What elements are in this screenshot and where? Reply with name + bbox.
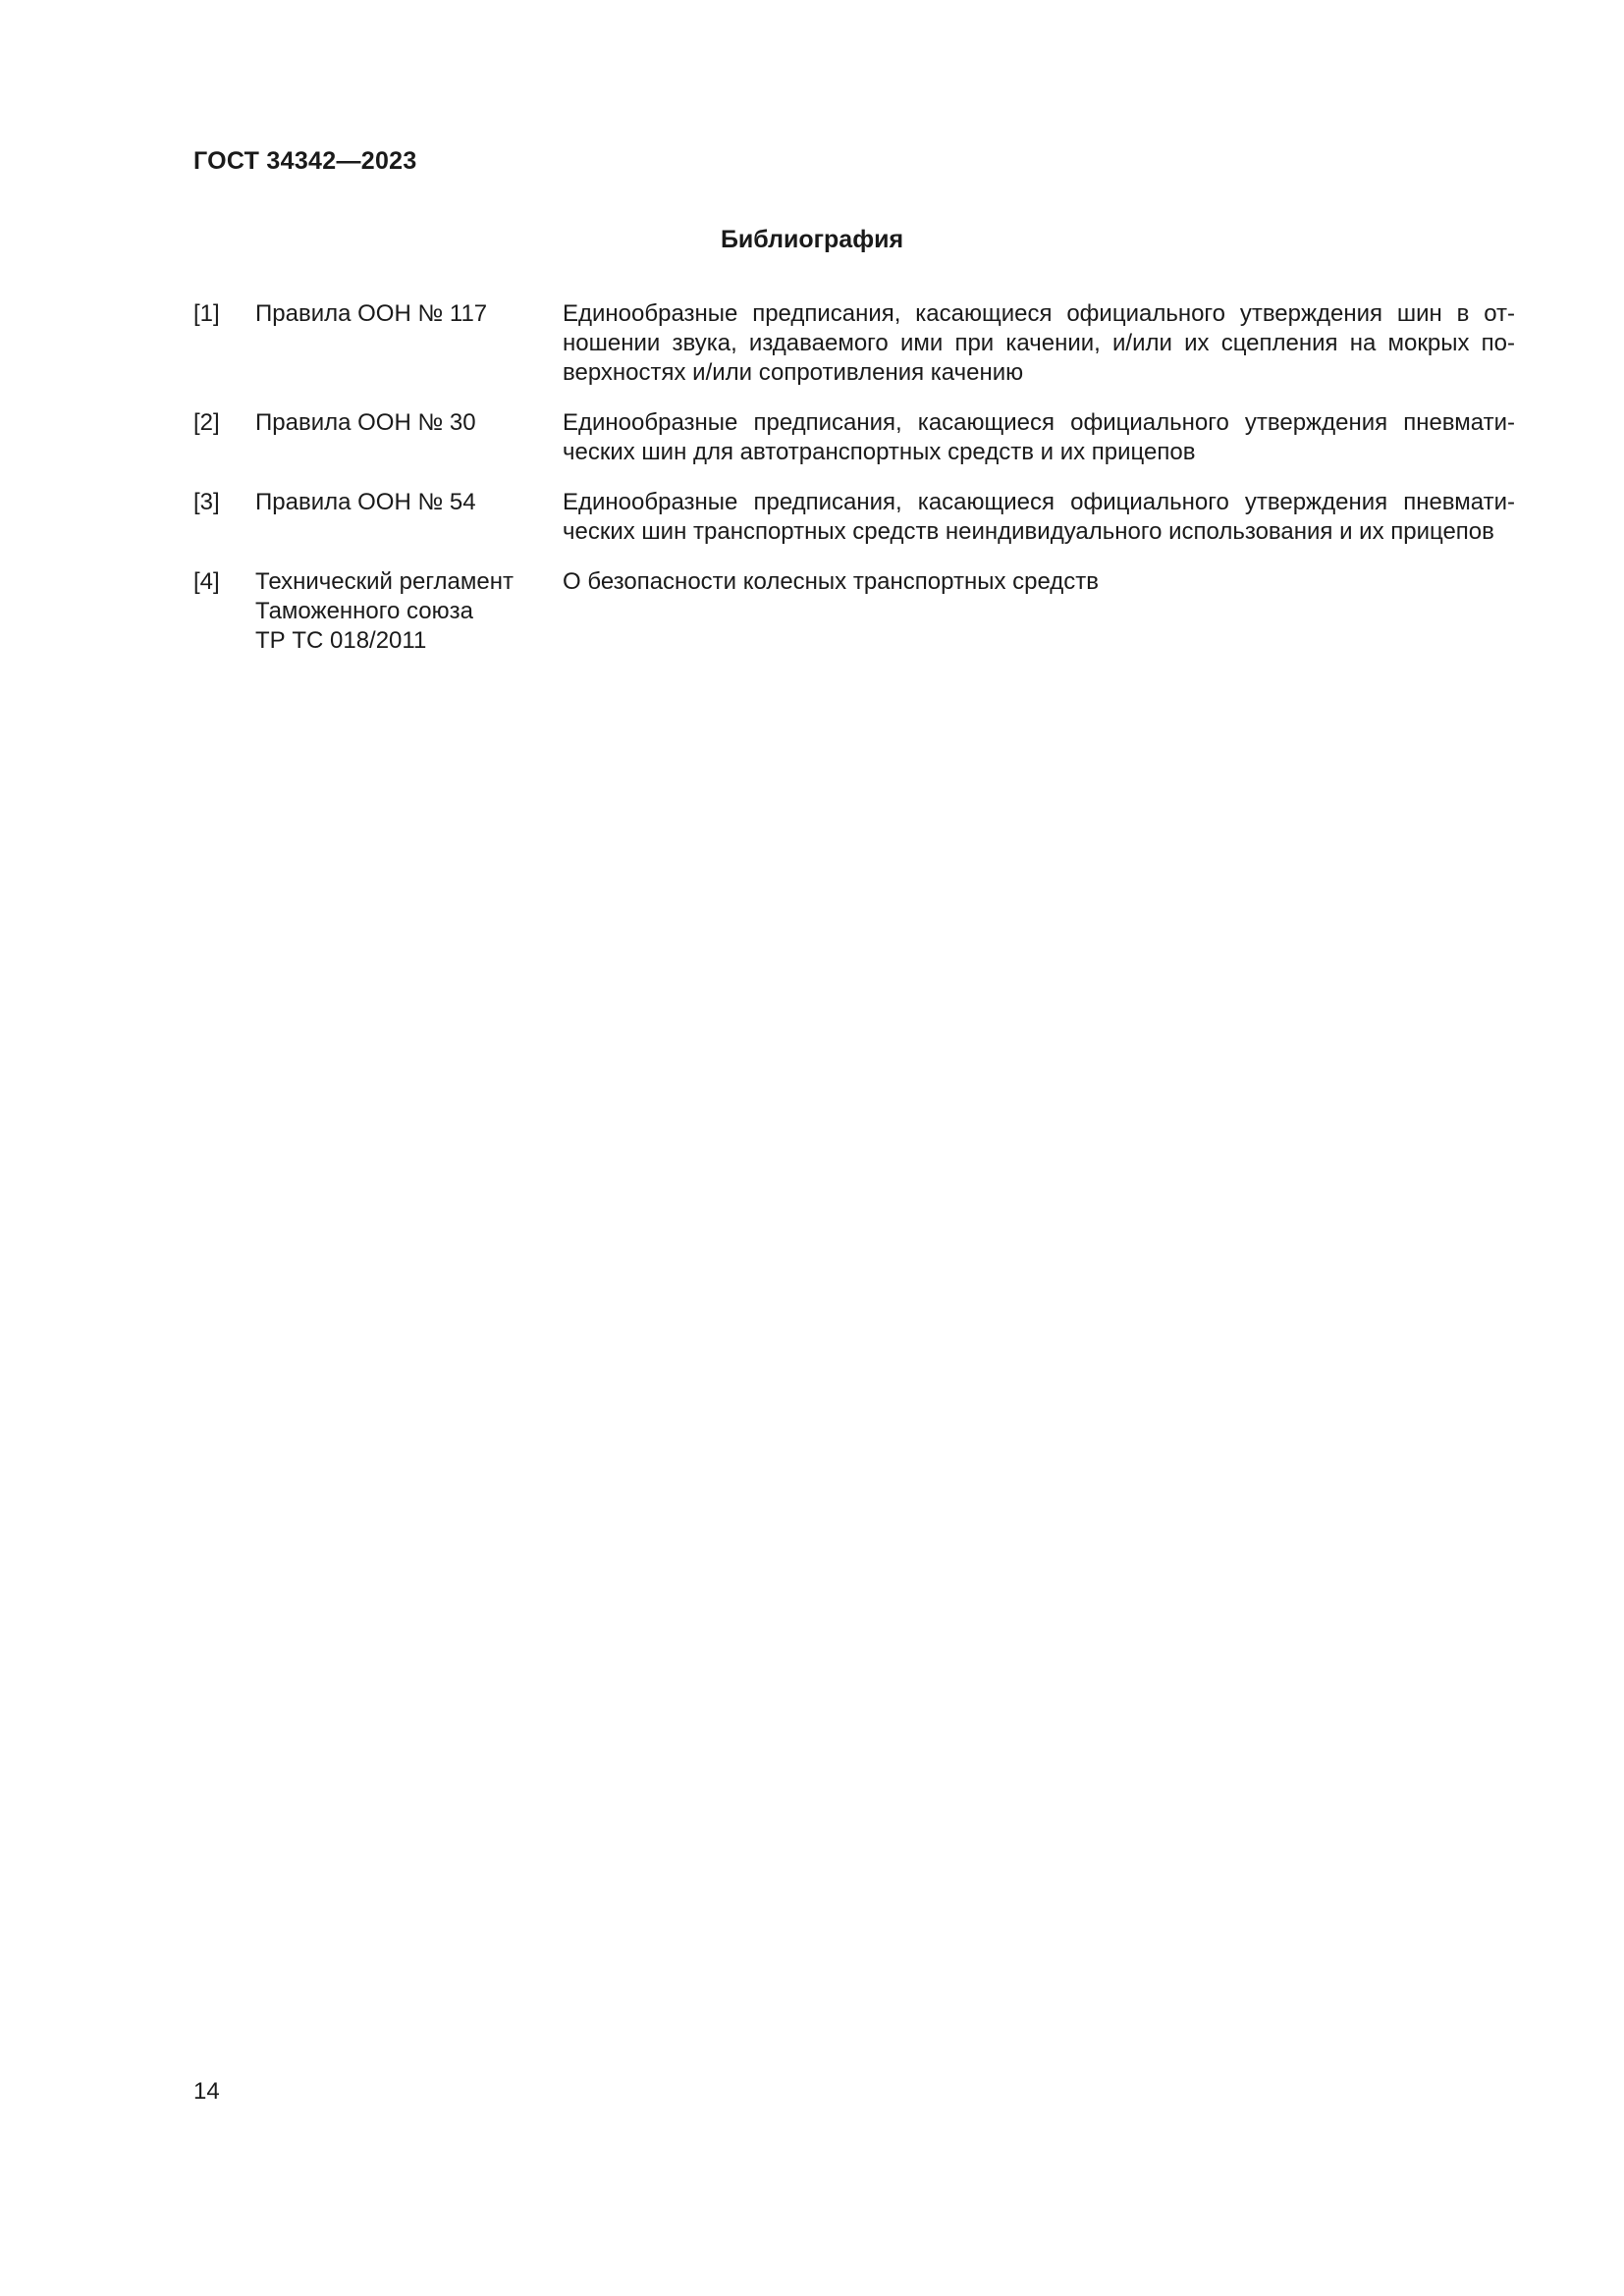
- bibliography-entry: [193, 488, 1515, 547]
- entry-source: [255, 567, 563, 656]
- entry-source-line: ТР ТС 018/2011: [255, 627, 427, 654]
- entry-description: Единообразные предписания, касающиеся официального утверждения пневматических шин для автотранспортных средств и их прицепов: [563, 409, 1515, 465]
- bibliography-entry: [193, 408, 1515, 467]
- entry-source-line: Правила ООН № 117: [255, 300, 488, 327]
- document-code: ГОСТ 34342—2023: [193, 147, 417, 175]
- page-number: 14: [193, 2078, 220, 2105]
- entry-source: [255, 488, 563, 547]
- entry-description: О безопасности колесных транспортных средств: [563, 568, 1100, 595]
- entry-source-line: Правила ООН № 30: [255, 409, 476, 436]
- entry-source-line: Правила ООН № 54: [255, 489, 476, 515]
- section-title: Библиография: [720, 226, 904, 253]
- bibliography-entry: [193, 299, 1515, 388]
- bibliography-list: [193, 299, 1515, 676]
- entry-number: [3]: [193, 489, 220, 515]
- entry-number: [2]: [193, 409, 220, 436]
- entry-number: [1]: [193, 300, 220, 327]
- entry-source-line: Технический регламент: [255, 568, 514, 595]
- entry-source: [255, 299, 563, 388]
- entry-source-line: Таможенного союза: [255, 598, 473, 624]
- entry-source: [255, 408, 563, 467]
- entry-number: [4]: [193, 568, 220, 595]
- entry-description: Единообразные предписания, касающиеся официального утверждения пневматических шин транспортных средств неиндивидуального использования и их прицепов: [563, 489, 1515, 545]
- bibliography-entry: [193, 567, 1515, 656]
- entry-description: Единообразные предписания, касающиеся официального утверждения шин в отношении звука, издаваемого ими при качении, и/или их сцепления на мокрых поверхностях и/или сопротивления качению: [563, 300, 1515, 386]
